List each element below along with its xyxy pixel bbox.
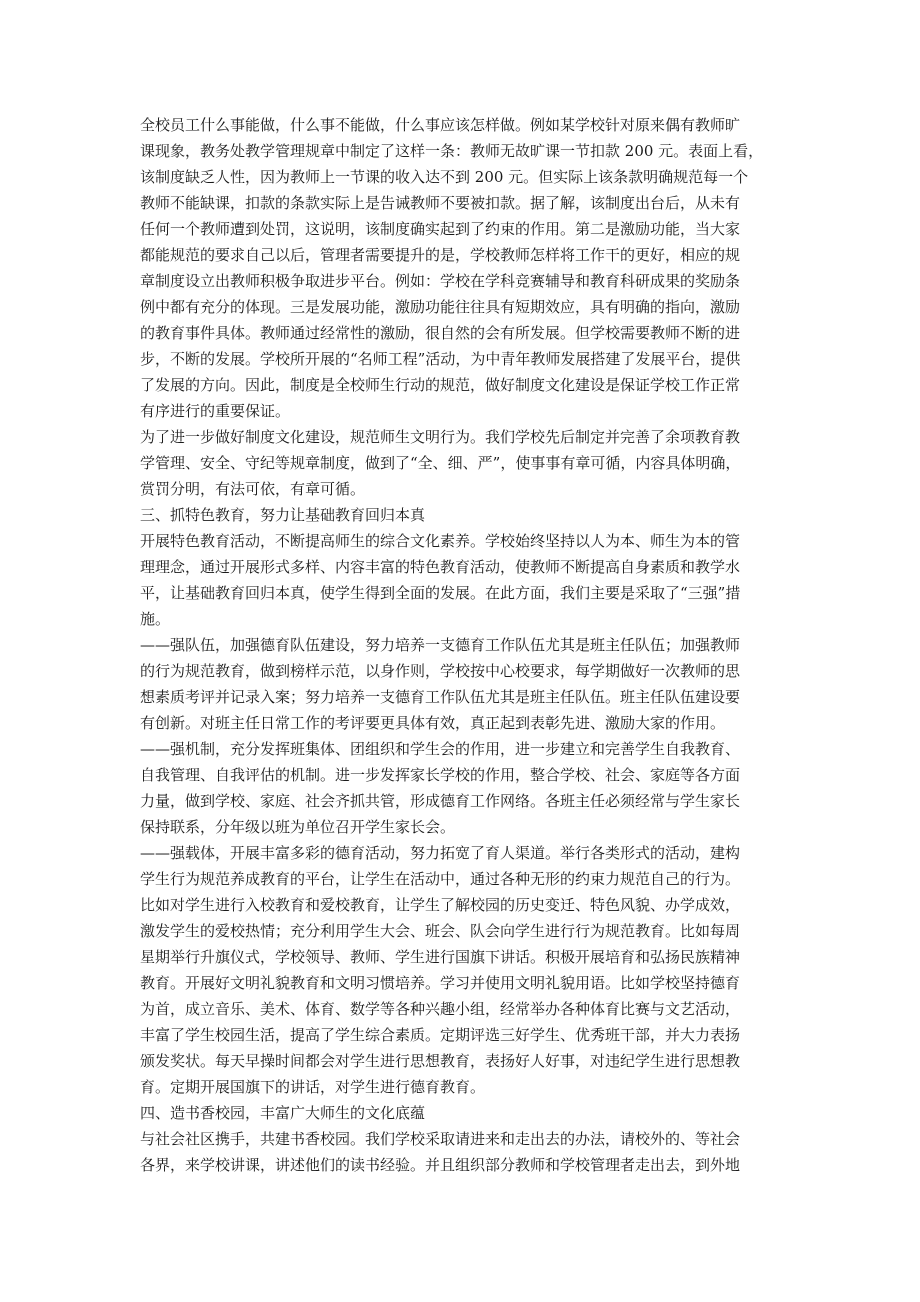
text-line: 章制度设立出教师积极争取进步平台。例如：学校在学科竞赛辅导和教育科研成果的奖励条 — [140, 272, 741, 290]
text-line: 想素质考评并记录入案；努力培养一支德育工作队伍尤其是班主任队伍。班主任队伍建设要 — [140, 688, 741, 706]
text-line: 该制度缺乏人性，因为教师上一节课的收入达不到 200 元。但实际上该条款明确规范每一个 — [140, 168, 749, 186]
text-line: 的教育事件具体。教师通过经常性的激励，很自然的会有所发展。但学校需要教师不断的进 — [140, 324, 741, 342]
text-line: 课现象，教务处教学管理规章中制定了这样一条：教师无故旷课一节扣款 200 元。表面上看， — [140, 142, 764, 160]
text-line: 各界，来学校讲课，讲述他们的读书经验。并且组织部分教师和学校管理者走出去，到外地 — [140, 1156, 741, 1174]
text-line: 比如对学生进行入校教育和爱校教育，让学生了解校园的历史变迁、特色风貌、办学成效， — [140, 896, 741, 914]
text-line: 星期举行升旗仪式，学校领导、教师、学生进行国旗下讲话。积极开展培育和弘扬民族精神 — [140, 948, 741, 966]
text-line: 教师不能缺课，扣款的条款实际上是告诫教师不要被扣款。据了解，该制度出台后，从未有 — [140, 194, 741, 212]
text-line: 激发学生的爱校热情；充分利用学生大会、班会、队会向学生进行行为规范教育。比如每周 — [140, 922, 741, 940]
text-line: 理理念，通过开展形式多样、内容丰富的特色教育活动，使教师不断提高自身素质和教学水 — [140, 558, 741, 576]
text-line: 有创新。对班主任日常工作的考评要更具体有效，真正起到表彰先进、激励大家的作用。 — [140, 714, 726, 732]
text-line: ——强队伍，加强德育队伍建设，努力培养一支德育工作队伍尤其是班主任队伍；加强教师 — [140, 636, 741, 654]
document-body — [140, 112, 790, 1178]
text-line: ——强机制，充分发挥班集体、团组织和学生会的作用，进一步建立和完善学生自我教育、 — [140, 740, 741, 758]
text-line: 颁发奖状。每天早操时间都会对学生进行思想教育，表扬好人好事，对违纪学生进行思想教 — [140, 1052, 741, 1070]
text-line: 开展特色教育活动，不断提高师生的综合文化素养。学校始终坚持以人为本、师生为本的管 — [140, 532, 741, 550]
text-line: 丰富了学生校园生活，提高了学生综合素质。定期评选三好学生、优秀班干部，并大力表扬 — [140, 1026, 741, 1044]
text-line: 例中都有充分的体现。三是发展功能，激励功能往往具有短期效应，具有明确的指向，激励 — [140, 298, 741, 316]
text-line: 了发展的方向。因此，制度是全校师生行动的规范，做好制度文化建设是保证学校工作正常 — [140, 376, 741, 394]
text-line: 施。 — [140, 610, 171, 628]
text-line: 平，让基础教育回归本真，使学生得到全面的发展。在此方面，我们主要是采取了“三强”措 — [140, 584, 741, 602]
text-line: 为了进一步做好制度文化建设，规范师生文明行为。我们学校先后制定并完善了余项教育教 — [140, 428, 741, 446]
text-line: 的行为规范教育，做到榜样示范，以身作则，学校按中心校要求，每学期做好一次教师的思 — [140, 662, 741, 680]
text-line: 全校员工什么事能做，什么事不能做，什么事应该怎样做。例如某学校针对原来偶有教师旷 — [140, 116, 741, 134]
text-line: 教育。开展好文明礼貌教育和文明习惯培养。学习并使用文明礼貌用语。比如学校坚持德育 — [140, 974, 741, 992]
text-line: ——强载体，开展丰富多彩的德育活动，努力拓宽了育人渠道。举行各类形式的活动，建构 — [140, 844, 741, 862]
text-line: 力量，做到学校、家庭、社会齐抓共管，形成德育工作网络。各班主任必须经常与学生家长 — [140, 792, 741, 810]
text-line: 任何一个教师遭到处罚，这说明，该制度确实起到了约束的作用。第二是激励功能，当大家 — [140, 220, 741, 238]
text-line: 与社会社区携手，共建书香校园。我们学校采取请进来和走出去的办法，请校外的、等社会 — [140, 1130, 741, 1148]
text-line: 育。定期开展国旗下的讲话，对学生进行德育教育。 — [140, 1078, 486, 1096]
text-line: 赏罚分明，有法可依，有章可循。 — [140, 480, 366, 498]
section-heading: 三、抓特色教育，努力让基础教育回归本真 — [140, 506, 426, 524]
text-line: 自我管理、自我评估的机制。进一步发挥家长学校的作用，整合学校、社会、家庭等各方面 — [140, 766, 741, 784]
text-line: 步，不断的发展。学校所开展的“名师工程”活动，为中青年教师发展搭建了发展平台，提供 — [140, 350, 741, 368]
text-line: 学生行为规范养成教育的平台，让学生在活动中，通过各种无形的约束力规范自己的行为。 — [140, 870, 741, 888]
text-line: 有序进行的重要保证。 — [140, 402, 291, 420]
section-heading: 四、造书香校园，丰富广大师生的文化底蕴 — [140, 1104, 426, 1122]
text-line: 保持联系，分年级以班为单位召开学生家长会。 — [140, 818, 456, 836]
text-line: 为首，成立音乐、美术、体育、数学等各种兴趣小组，经常举办各种体育比赛与文艺活动， — [140, 1000, 741, 1018]
text-line: 学管理、安全、守纪等规章制度，做到了“全、细、严”，使事事有章可循，内容具体明确， — [140, 454, 741, 472]
text-line: 都能规范的要求自己以后，管理者需要提升的是，学校教师怎样将工作干的更好，相应的规 — [140, 246, 741, 264]
